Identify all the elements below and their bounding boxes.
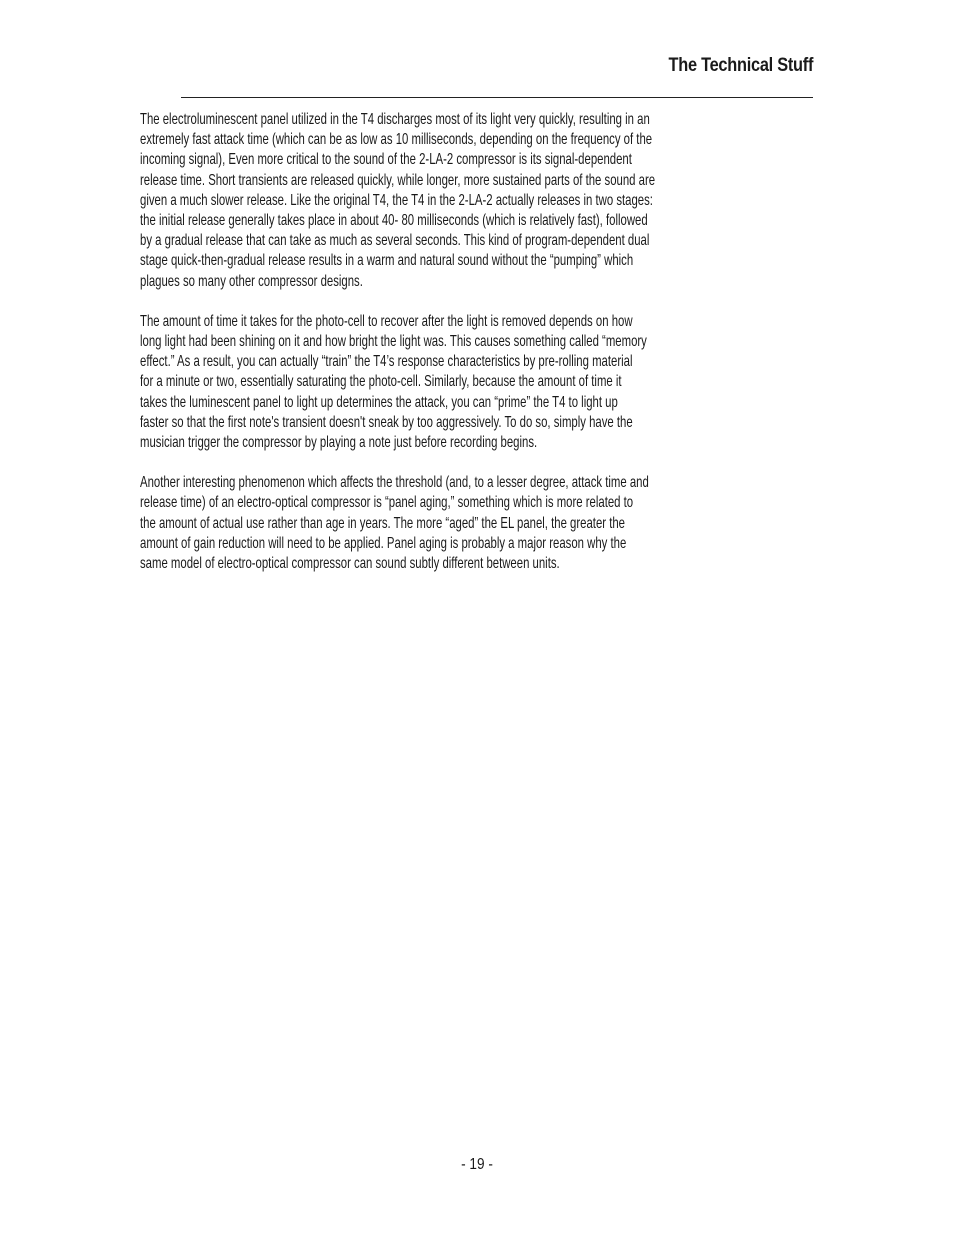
text-line: stage quick-then-gradual release results in a warm and natural sound without the “pumping” which <box>140 252 634 270</box>
text-line: amount of gain reduction will need to be applied. Panel aging is probably a major reason why the <box>140 534 627 552</box>
text-line: extremely fast attack time (which can be as low as 10 milliseconds, depending on the frequency of the <box>140 131 653 149</box>
paragraph-1 <box>140 110 850 292</box>
text-line: faster so that the first note's transient doesn't sneak by too aggressively. To do so, simply have the <box>140 413 633 431</box>
text-line: musician trigger the compressor by playing a note just before recording begins. <box>140 434 538 452</box>
text-line: takes the luminescent panel to light up determines the attack, you can “prime” the T4 to light up <box>140 393 618 411</box>
paragraph-2 <box>140 312 850 453</box>
section-title: The Technical Stuff <box>668 55 813 76</box>
header-divider <box>181 97 813 98</box>
text-line: long light had been shining on it and how bright the light was. This causes something called “memory <box>140 333 647 351</box>
body-text <box>140 110 850 594</box>
text-line: effect.” As a result, you can actually “train” the T4’s response characteristics by pre-rolling material <box>140 353 633 371</box>
text-line: plagues so many other compressor designs. <box>140 272 363 290</box>
text-line: same model of electro-optical compressor can sound subtly different between units. <box>140 555 560 573</box>
text-line: incoming signal), Even more critical to the sound of the 2-LA-2 compressor is its signal-dependent <box>140 151 632 169</box>
text-line: for a minute or two, essentially saturating the photo-cell. Similarly, because the amount of time it <box>140 373 622 391</box>
text-line: Another interesting phenomenon which affects the threshold (and, to a lesser degree, attack time and <box>140 474 649 492</box>
text-line: The amount of time it takes for the photo-cell to recover after the light is removed depends on how <box>140 312 633 330</box>
text-line: release time) of an electro-optical compressor is “panel aging,” something which is more related to <box>140 494 634 512</box>
paragraph-3 <box>140 473 850 574</box>
page-number: - 19 - <box>461 1156 493 1173</box>
text-line: given a much slower release. Like the original T4, the T4 in the 2-LA-2 actually releases in two stages: <box>140 191 653 209</box>
text-line: the initial release generally takes place in about 40- 80 milliseconds (which is relatively fast), followed <box>140 212 648 230</box>
text-line: release time. Short transients are released quickly, while longer, more sustained parts of the sound are <box>140 171 656 189</box>
text-line: the amount of actual use rather than age in years. The more “aged” the EL panel, the greater the <box>140 514 625 532</box>
text-line: by a gradual release that can take as much as several seconds. This kind of program-dependent dual <box>140 232 650 250</box>
text-line: The electroluminescent panel utilized in the T4 discharges most of its light very quickly, resulting in an <box>140 111 650 128</box>
